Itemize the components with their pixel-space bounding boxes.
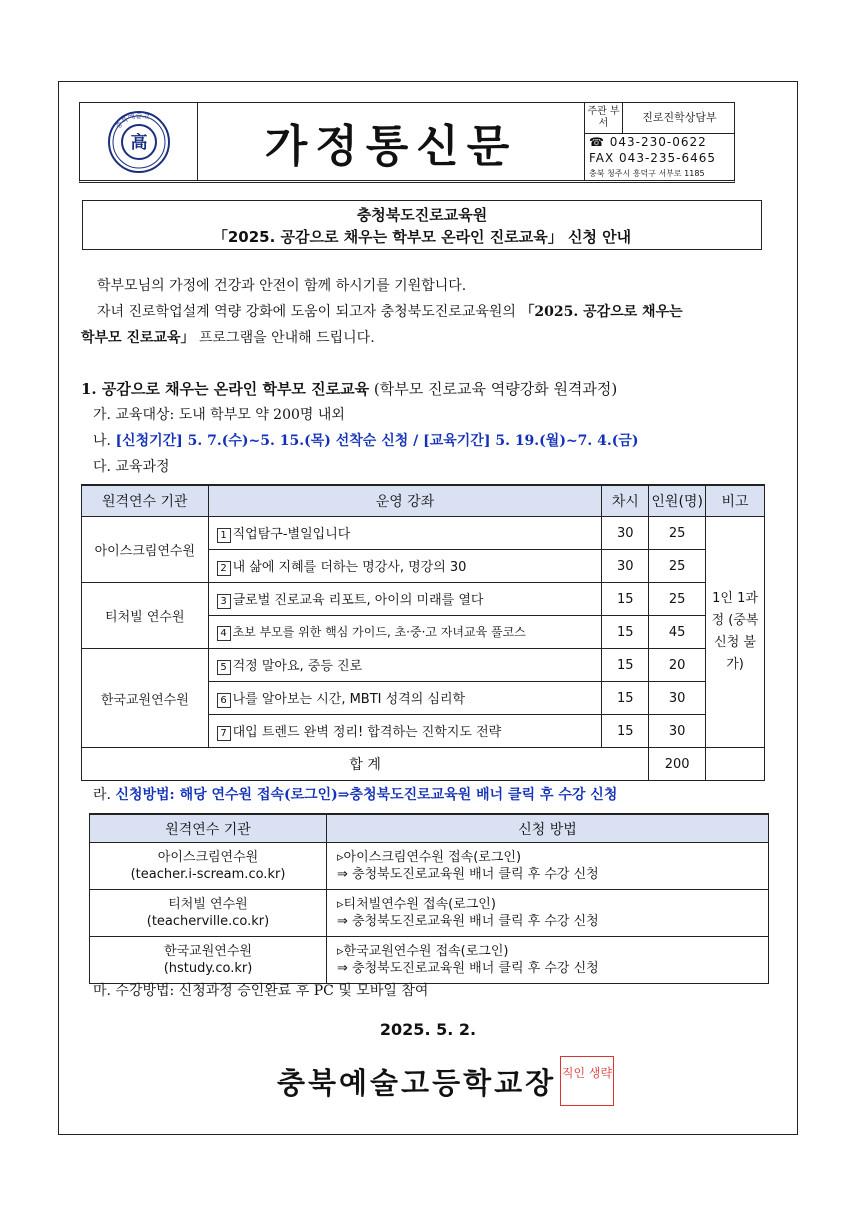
sessions-cell: 15 [602,616,649,649]
total-people: 200 [649,748,706,781]
people-cell: 30 [649,682,706,715]
course-cell: 4 초보 부모를 위한 핵심 가이드, 초·중·고 자녀교육 풀코스 [208,616,602,649]
logo-cell [80,103,198,180]
section-ra-label: 라. [93,787,111,803]
tel-number: ☎ 043-230-0622 [589,135,707,149]
people-cell: 25 [649,583,706,616]
institution-cell: 아이스크림연수원 (teacher.i-scream.co.kr) [90,843,327,890]
table-row [90,937,769,984]
table-row [82,517,765,550]
total-note-empty [706,748,765,781]
th-institution: 원격연수 기관 [90,814,327,843]
total-label: 합 계 [82,748,649,781]
section1-heading-rest: (학부모 진로교육 역량강화 원격과정) [373,380,618,398]
sessions-cell: 30 [602,550,649,583]
people-cell: 30 [649,715,706,748]
method-cell: ▹티처빌연수원 접속(로그인) ⇒ 충청북도진로교육원 배너 클릭 후 수강 신청 [327,890,769,937]
th-sessions: 차시 [602,485,649,517]
people-cell: 25 [649,517,706,550]
method-table [89,813,769,984]
institution-cell: 한국교원연수원 [82,649,209,748]
letter-header [79,102,735,183]
dept-label: 주관 부서 [585,103,623,133]
intro-p1: 학부모님의 가정에 건강과 안전이 함께 하시기를 기원합니다. [97,278,467,294]
people-cell: 45 [649,616,706,649]
dept-row [585,103,734,134]
intro-p3b: 프로그램을 안내해 드립니다. [199,330,375,346]
document-frame [58,81,798,1135]
section1-heading-bold: 1. 공감으로 채우는 온라인 학부모 진로교육 [81,380,370,398]
course-cell: 6 나를 알아보는 시간, MBTI 성격의 심리학 [208,682,602,715]
people-cell: 20 [649,649,706,682]
official-stamp: 직인 생략 [560,1056,614,1106]
dept-name: 진로진학상담부 [642,111,717,124]
table-row [82,649,765,682]
fax-number: FAX 043-235-6465 [589,151,717,165]
issue-date: 2025. 5. 2. [379,1020,477,1039]
institution-cell: 티처빌 연수원 (teacherville.co.kr) [90,890,327,937]
school-address: 충북 청주시 흥덕구 서부로 1185 [589,169,705,178]
course-cell: 3 글로벌 진로교육 리포트, 아이의 미래를 열다 [208,583,602,616]
subject-line1: 충청북도진로교육원 [356,206,488,224]
intro-p2a: 자녀 진로학업설계 역량 강화에 도움이 되고자 충청북도진로교육원의 [97,304,516,320]
intro-p3a: 학부모 진로교육」 [81,330,195,346]
subject-box [82,200,762,250]
th-method: 신청 방법 [327,814,769,843]
logo-text: 高 [130,133,148,153]
total-row [82,748,765,781]
institution-cell: 티처빌 연수원 [82,583,209,649]
school-seal-icon [80,103,197,180]
th-institution: 원격연수 기관 [82,485,209,517]
course-cell: 5 걱정 말아요, 중등 진로 [208,649,602,682]
section-ra [93,784,617,804]
th-people: 인원(명) [649,485,706,517]
title-cell [198,103,585,180]
item-na [93,430,639,450]
sessions-cell: 15 [602,583,649,616]
table-header-row [90,814,769,843]
people-cell: 25 [649,550,706,583]
section1-heading [81,378,617,399]
table-row [90,890,769,937]
course-cell: 7 대입 트렌드 완벽 정리! 합격하는 진학지도 전략 [208,715,602,748]
page-title: 가정통신문 [264,120,518,172]
th-note: 비고 [706,485,765,517]
subject-line2: 「2025. 공감으로 채우는 학부모 온라인 진로교육」 신청 안내 [212,228,632,246]
section-ra-text: 신청방법: 해당 연수원 접속(로그인)⇒충청북도진로교육원 배너 클릭 후 수강 신청 [115,787,618,803]
svg-text:충북예술고: 충북예술고 [113,111,151,131]
th-course: 운영 강좌 [208,485,602,517]
sessions-cell: 15 [602,715,649,748]
info-cell [585,103,734,180]
institution-cell: 아이스크림연수원 [82,517,209,583]
item-ga: 가. 교육대상: 도내 학부모 약 200명 내외 [93,407,345,423]
course-table [81,484,765,781]
note-cell: 1인 1과정 (중복 신청 불가) [706,517,765,748]
table-row [82,583,765,616]
item-da: 다. 교육과정 [93,459,170,475]
section-ma: 마. 수강방법: 신청과정 승인완료 후 PC 및 모바일 참여 [93,983,429,999]
table-header-row [82,485,765,517]
intro-p3 [81,327,375,347]
table-row [90,843,769,890]
item-na-text: [신청기간] 5. 7.(수)~5. 15.(목) 선착순 신청 / [교육기간] 5. 19.(월)~7. 4.(금) [115,433,639,449]
intro-p2b: 「2025. 공감으로 채우는 [520,304,683,320]
item-na-label: 나. [93,433,111,449]
intro-p2 [97,301,683,321]
method-cell: ▹한국교원연수원 접속(로그인) ⇒ 충청북도진로교육원 배너 클릭 후 수강 신청 [327,937,769,984]
sessions-cell: 15 [602,682,649,715]
course-cell: 1 직업탐구-별일입니다 [208,517,602,550]
method-cell: ▹아이스크림연수원 접속(로그인) ⇒ 충청북도진로교육원 배너 클릭 후 수강 신청 [327,843,769,890]
sessions-cell: 30 [602,517,649,550]
course-cell: 2 내 삶에 지혜를 더하는 명강사, 명강의 30 [208,550,602,583]
school-name: 충북예술고등학교장 [277,1066,557,1100]
sessions-cell: 15 [602,649,649,682]
institution-cell: 한국교원연수원 (hstudy.co.kr) [90,937,327,984]
